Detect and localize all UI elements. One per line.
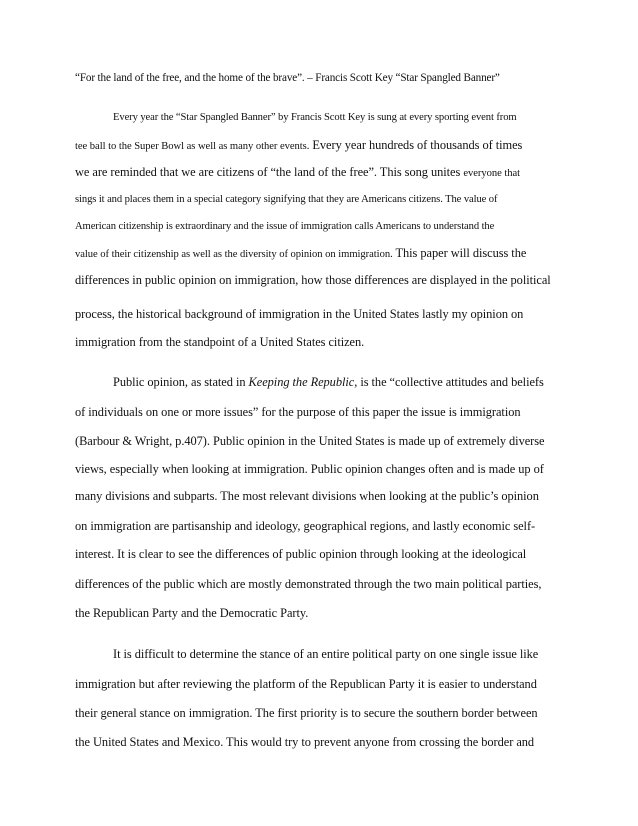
paragraph-1-line-2b: Every year hundreds of thousands of times — [312, 138, 523, 152]
paragraph-1-line-4: sings it and places them in a special category signifying that they are Americans citizens. The value of — [75, 194, 498, 205]
paragraph-1-line-2a: tee ball to the Super Bowl as well as many other events. — [75, 141, 310, 152]
paragraph-2-line-3: (Barbour & Wright, p.407). Public opinion in the United States is made up of extremely diverse — [75, 434, 545, 448]
paragraph-1-line-6 — [75, 245, 526, 263]
paragraph-1-line-2 — [75, 137, 522, 155]
paragraph-1-line-7: differences in public opinion on immigration, how those differences are displayed in the political — [75, 273, 551, 287]
paragraph-2-line-5: many divisions and subparts. The most relevant divisions when looking at the public’s opinion — [75, 489, 539, 503]
paragraph-2-line-1b: , is the “collective attitudes and beliefs — [354, 375, 544, 389]
paragraph-1-line-5: American citizenship is extraordinary and the issue of immigration calls Americans to understand the — [75, 221, 495, 232]
paragraph-1-line-8: process, the historical background of immigration in the United States lastly my opinion on — [75, 307, 524, 321]
paragraph-2-book-title: Keeping the Republic — [248, 375, 355, 389]
paragraph-2-line-4: views, especially when looking at immigration. Public opinion changes often and is made up of — [75, 462, 544, 476]
paragraph-2-line-8: differences of the public which are mostly demonstrated through the two main political parties, — [75, 577, 542, 591]
paragraph-3-line-1: It is difficult to determine the stance of an entire political party on one single issue like — [113, 647, 539, 661]
paragraph-1-line-1: Every year the “Star Spangled Banner” by Francis Scott Key is sung at every sporting event from — [113, 112, 517, 123]
paragraph-1-line-3a: we are reminded that we are citizens of “the land of the free”. This song unites — [75, 165, 461, 179]
paragraph-1-line-3b: everyone that — [463, 168, 521, 179]
paragraph-2-line-2: of individuals on one or more issues” for the purpose of this paper the issue is immigration — [75, 405, 521, 419]
epigraph: “For the land of the free, and the home of the brave”. – Francis Scott Key “Star Spangled Banner” — [75, 72, 500, 84]
paragraph-2-line-9: the Republican Party and the Democratic Party. — [75, 606, 309, 620]
paragraph-1-line-3 — [75, 164, 520, 182]
paragraph-3-line-4: the United States and Mexico. This would try to prevent anyone from crossing the border and — [75, 735, 535, 749]
paragraph-3-line-2: immigration but after reviewing the platform of the Republican Party it is easier to understand — [75, 677, 537, 691]
paragraph-2-line-6: on immigration are partisanship and ideology, geographical regions, and lastly economic self- — [75, 519, 536, 533]
paragraph-2-line-1a: Public opinion, as stated in — [113, 375, 246, 389]
paragraph-1-line-9: immigration from the standpoint of a United States citizen. — [75, 335, 365, 349]
paragraph-1-line-6a: value of their citizenship as well as the diversity of opinion on immigration. — [75, 249, 393, 260]
paragraph-2-line-7: interest. It is clear to see the differences of public opinion through looking at the ideological — [75, 547, 527, 561]
paragraph-1-line-6b: This paper will discuss the — [395, 246, 527, 260]
paragraph-3-line-3: their general stance on immigration. The first priority is to secure the southern border between — [75, 706, 538, 720]
paragraph-2-line-1 — [113, 374, 544, 390]
